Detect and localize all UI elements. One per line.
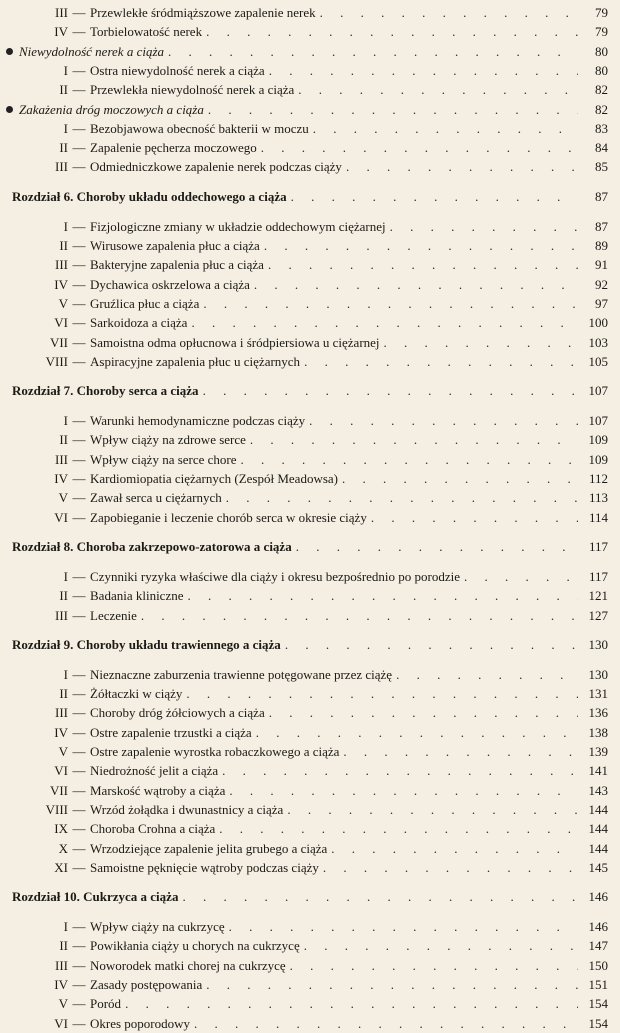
leader-dots [343,743,578,761]
leader-dots [226,489,578,507]
leader-dots [269,62,578,80]
entry-title: Powikłania ciąży u chorych na cukrzycę [90,938,300,954]
entry-title: Okres poporodowy [90,1015,191,1031]
page-number: 139 [588,744,608,759]
item-roman-numeral: VI [54,509,68,525]
page-number: 89 [595,238,608,253]
item-roman-numeral: III [55,705,68,721]
page-number: 83 [595,120,608,136]
toc-item [32,314,608,332]
dash-separator: — [72,140,86,156]
page-number: 114 [588,509,608,525]
page-number: 79 [595,5,608,20]
entry-title: Wrzodziejące zapalenie jelita grubego a ciąża [90,840,328,856]
toc-chapter [12,636,608,654]
leader-dots [287,801,578,819]
page-number: 105 [588,353,608,369]
toc-item [32,334,608,352]
page-number: 107 [588,413,608,429]
toc-item [32,237,608,255]
toc-item [32,607,608,625]
entry-title: Nieznaczne zaburzenia trawienne potęgowane przez ciążę [90,666,393,682]
item-roman-numeral: I [63,62,68,78]
toc-item [32,256,608,274]
toc-item [32,451,608,469]
leader-dots [309,412,578,430]
leader-dots [182,888,578,906]
item-roman-numeral: VI [54,1015,68,1031]
toc-item [32,120,608,138]
page-number: 80 [595,43,608,59]
dash-separator: — [72,276,86,292]
leader-dots [304,937,578,955]
toc-item [32,218,608,236]
page-number: 117 [588,568,608,584]
leader-dots [208,101,578,119]
dash-separator: — [72,5,86,20]
entry-title: Odmiedniczkowe zapalenie nerek podczas ciąży [90,159,342,175]
page-number: 100 [588,315,608,331]
leader-dots [168,43,578,61]
toc-item [32,859,608,877]
page-number: 109 [588,432,608,448]
item-roman-numeral: I [63,666,68,682]
dash-separator: — [72,315,86,331]
toc-item [32,353,608,371]
toc-item [32,158,608,176]
item-roman-numeral: IX [54,821,68,837]
toc-item [32,431,608,449]
toc-item [32,509,608,527]
entry-title: Niedrożność jelit a ciąża [90,763,219,779]
item-roman-numeral: VII [49,334,68,350]
item-roman-numeral: III [55,451,68,467]
leader-dots [191,314,578,332]
entry-title: Poród [90,996,122,1012]
toc-item [32,587,608,605]
dash-separator: — [72,724,86,740]
entry-title: Rozdział 6. Choroby układu oddechowego a ciąża [12,188,287,204]
item-roman-numeral: III [55,159,68,175]
dash-separator: — [72,744,86,759]
entry-title: Warunki hemodynamiczne podczas ciąży [90,413,306,429]
leader-dots [290,957,578,975]
leader-dots [250,431,578,449]
page-number: 146 [588,889,608,905]
page-number: 144 [588,840,608,856]
leader-dots [296,538,578,556]
page-number: 131 [588,686,608,702]
toc-section [6,43,608,61]
toc-item [32,489,608,507]
leader-dots [396,666,578,684]
entry-title: Bezobjawowa obecność bakterii w moczu [90,120,309,136]
item-roman-numeral: I [63,218,68,234]
entry-title: Zakażenia dróg moczowych a ciąża [19,101,204,117]
toc-item [32,840,608,858]
item-roman-numeral: II [59,238,68,253]
leader-dots [291,188,578,206]
item-roman-numeral: V [58,490,68,506]
dash-separator: — [72,82,86,98]
entry-title: Rozdział 10. Cukrzyca a ciąża [12,889,179,905]
item-roman-numeral: I [63,568,68,584]
item-roman-numeral: II [59,432,68,448]
toc-item [32,724,608,742]
entry-title: Aspiracyjne zapalenia płuc u ciężarnych [90,353,301,369]
entry-title: Zasady postępowania [90,977,203,992]
dash-separator: — [72,607,86,623]
dash-separator: — [72,490,86,506]
entry-title: Dychawica oskrzelowa a ciąża [90,276,250,292]
toc-item [32,666,608,684]
dash-separator: — [72,334,86,350]
dash-separator: — [72,509,86,525]
entry-title: Żółtaczki w ciąży [90,686,183,702]
item-roman-numeral: VIII [45,801,68,817]
dash-separator: — [72,705,86,721]
entry-title: Bakteryjne zapalenia płuc a ciąża [90,257,264,273]
page-number: 146 [588,919,608,935]
page-number: 87 [595,218,608,234]
leader-dots [261,139,578,157]
toc-item [32,976,608,994]
page-number: 103 [588,334,608,350]
page-number: 138 [588,724,608,740]
entry-title: Sarkoidoza a ciąża [90,315,188,331]
dash-separator: — [72,666,86,682]
dash-separator: — [72,238,86,253]
leader-dots [241,451,578,469]
item-roman-numeral: II [59,82,68,98]
toc-item [32,81,608,99]
item-roman-numeral: IV [54,276,68,292]
leader-dots [256,724,578,742]
leader-dots [188,587,579,605]
page-number: 92 [595,276,608,292]
item-roman-numeral: I [63,120,68,136]
dash-separator: — [72,588,86,604]
toc-item [32,276,608,294]
dash-separator: — [72,1015,86,1031]
leader-dots [203,295,578,313]
bullet-icon [6,106,13,113]
toc-item [32,782,608,800]
leader-dots [464,568,578,586]
item-roman-numeral: VI [54,763,68,779]
page-number: 82 [595,101,608,117]
leader-dots [125,995,578,1013]
toc-item [32,957,608,975]
page-number: 154 [588,996,608,1012]
item-roman-numeral: XI [54,859,68,875]
item-roman-numeral: VI [54,315,68,331]
item-roman-numeral: IV [54,471,68,486]
leader-dots [269,704,578,722]
dash-separator: — [72,782,86,798]
entry-title: Marskość wątroby a ciąża [90,782,226,798]
entry-title: Zapobieganie i leczenie chorób serca w okresie ciąży [90,509,367,525]
entry-title: Samoistne pęknięcie wątroby podczas ciąży [90,859,319,875]
entry-title: Samoistna odma opłucnowa i śródpiersiowa u ciężarnej [90,334,380,350]
leader-dots [206,23,578,41]
page-number: 141 [588,763,608,779]
page-number: 91 [595,257,608,273]
dash-separator: — [72,568,86,584]
entry-title: Rozdział 8. Choroba zakrzepowo-zatorowa a ciąża [12,538,292,554]
page-number: 79 [595,24,608,40]
toc-item [32,820,608,838]
toc-item [32,295,608,313]
dash-separator: — [72,840,86,856]
leader-dots [371,509,578,527]
toc-item [32,568,608,586]
page-number: 82 [595,82,608,98]
page-number: 151 [588,977,608,992]
leader-dots [313,120,578,138]
page-number: 130 [588,666,608,682]
leader-dots [285,636,578,654]
toc-item [32,801,608,819]
page-number: 130 [588,636,608,652]
toc-item [32,995,608,1013]
entry-title: Rozdział 7. Choroby serca a ciąża [12,383,199,399]
page-number: 147 [588,938,608,954]
item-roman-numeral: VII [49,782,68,798]
dash-separator: — [72,801,86,817]
item-roman-numeral: IV [54,724,68,740]
toc-item [32,412,608,430]
dash-separator: — [72,413,86,429]
leader-dots [229,918,578,936]
leader-dots [229,782,578,800]
toc-item [32,23,608,41]
dash-separator: — [72,996,86,1012]
dash-separator: — [72,763,86,779]
leader-dots [219,820,578,838]
item-roman-numeral: V [58,744,68,759]
leader-dots [141,607,578,625]
dash-separator: — [72,257,86,273]
leader-dots [264,237,578,255]
item-roman-numeral: II [59,140,68,156]
page-number: 127 [588,607,608,623]
leader-dots [390,218,578,236]
entry-title: Wrzód żołądka i dwunastnicy a ciąża [90,801,284,817]
entry-title: Rozdział 9. Choroby układu trawiennego a ciąża [12,636,281,652]
entry-title: Choroby dróg żółciowych a ciąża [90,705,265,721]
page-number: 107 [588,383,608,399]
entry-title: Przewlekła niewydolność nerek a ciąża [90,82,295,98]
page-number: 144 [588,821,608,837]
item-roman-numeral: I [63,413,68,429]
dash-separator: — [72,686,86,702]
entry-title: Fizjologiczne zmiany w układzie oddechowym ciężarnej [90,218,386,234]
page-number: 143 [588,782,608,798]
leader-dots [186,685,578,703]
dash-separator: — [72,859,86,875]
page-number: 80 [595,62,608,78]
item-roman-numeral: V [58,295,68,311]
page-number: 84 [595,140,608,156]
item-roman-numeral: III [55,607,68,623]
toc-item [32,704,608,722]
entry-title: Wpływ ciąży na cukrzycę [90,919,225,935]
item-roman-numeral: III [55,5,68,20]
dash-separator: — [72,451,86,467]
page-number: 121 [588,588,608,604]
page-number: 113 [588,490,608,506]
dash-separator: — [72,957,86,973]
toc-item [32,685,608,703]
entry-title: Ostre zapalenie wyrostka robaczkowego a ciąża [90,744,340,759]
page-number: 150 [588,957,608,973]
item-roman-numeral: I [63,919,68,935]
dash-separator: — [72,938,86,954]
entry-title: Wirusowe zapalenia płuc a ciąża [90,238,260,253]
entry-title: Badania kliniczne [90,588,184,604]
page-number: 87 [595,188,608,204]
toc-item [32,762,608,780]
toc-section [6,101,608,119]
page-number: 144 [588,801,608,817]
entry-title: Wpływ ciąży na zdrowe serce [90,432,246,448]
entry-title: Torbielowatość nerek [90,24,203,40]
leader-dots [320,4,578,22]
leader-dots [268,256,578,274]
page-number: 154 [588,1015,608,1031]
page-number: 136 [588,705,608,721]
item-roman-numeral: IV [54,977,68,992]
item-roman-numeral: IV [54,24,68,40]
toc-item [32,743,608,761]
leader-dots [298,81,578,99]
toc-item [32,470,608,488]
dash-separator: — [72,919,86,935]
item-roman-numeral: V [58,996,68,1012]
dash-separator: — [72,821,86,837]
dash-separator: — [72,471,86,486]
entry-title: Ostre zapalenie trzustki a ciąża [90,724,252,740]
entry-title: Wpływ ciąży na serce chore [90,451,237,467]
leader-dots [346,158,578,176]
leader-dots [304,353,578,371]
dash-separator: — [72,62,86,78]
entry-title: Kardiomiopatia ciężarnych (Zespół Meadowsa) [90,471,338,486]
page-number: 112 [588,471,608,486]
toc-item [32,1015,608,1033]
dash-separator: — [72,120,86,136]
item-roman-numeral: X [58,840,68,856]
page-number: 85 [595,159,608,175]
toc-item [32,918,608,936]
page-number: 117 [588,538,608,554]
leader-dots [331,840,578,858]
dash-separator: — [72,353,86,369]
page-number: 97 [595,295,608,311]
entry-title: Leczenie [90,607,137,623]
page-number: 145 [588,859,608,875]
leader-dots [222,762,578,780]
entry-title: Zawał serca u ciężarnych [90,490,222,506]
leader-dots [254,276,578,294]
dash-separator: — [72,432,86,448]
toc-chapter [12,538,608,556]
dash-separator: — [72,295,86,311]
toc-item [32,139,608,157]
item-roman-numeral: III [55,957,68,973]
toc-chapter [12,188,608,206]
leader-dots [206,976,578,994]
leader-dots [384,334,578,352]
item-roman-numeral: II [59,686,68,702]
toc-chapter [12,382,608,400]
entry-title: Choroba Crohna a ciąża [90,821,216,837]
entry-title: Czynniki ryzyka właściwe dla ciąży i okresu bezpośrednio po porodzie [90,568,461,584]
dash-separator: — [72,977,86,992]
toc-chapter [12,888,608,906]
entry-title: Niewydolność nerek a ciąża [19,43,165,59]
toc-item [32,937,608,955]
leader-dots [323,859,578,877]
entry-title: Ostra niewydolność nerek a ciąża [90,62,265,78]
dash-separator: — [72,24,86,40]
toc-item [32,62,608,80]
entry-title: Gruźlica płuc a ciąża [90,295,200,311]
item-roman-numeral: III [55,257,68,273]
item-roman-numeral: II [59,588,68,604]
bullet-icon [6,48,13,55]
item-roman-numeral: VIII [45,353,68,369]
toc-item [32,4,608,22]
dash-separator: — [72,218,86,234]
leader-dots [194,1015,578,1033]
entry-title: Noworodek matki chorej na cukrzycę [90,957,286,973]
item-roman-numeral: II [59,938,68,954]
entry-title: Zapalenie pęcherza moczowego [90,140,257,156]
entry-title: Przewlekłe śródmiąższowe zapalenie nerek [90,5,316,20]
page-number: 109 [588,451,608,467]
dash-separator: — [72,159,86,175]
leader-dots [342,470,578,488]
leader-dots [203,382,578,400]
